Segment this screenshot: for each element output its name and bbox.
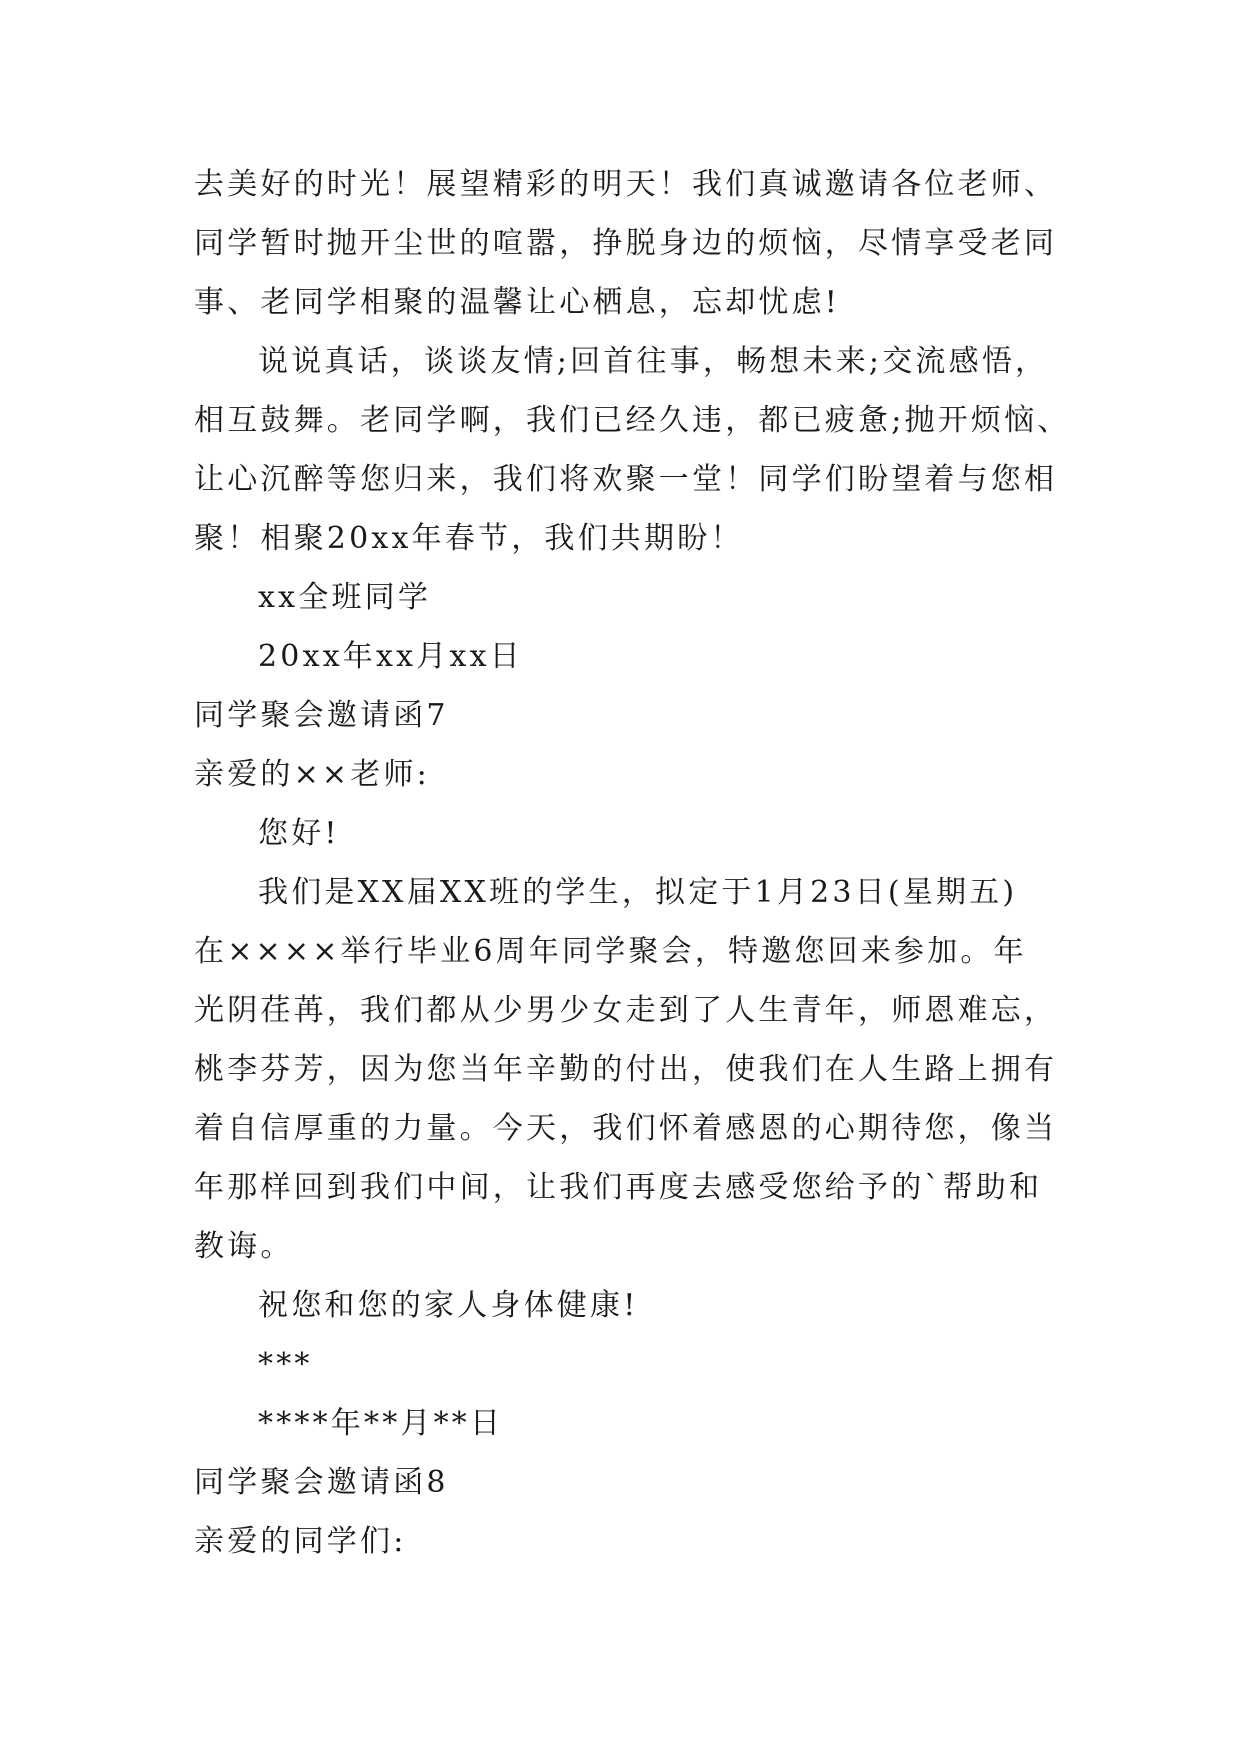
text-line: 光阴荏苒，我们都从少男少女走到了人生青年，师恩难忘， — [194, 993, 1058, 1028]
text-line: 事、老同学相聚的温馨让心栖息，忘却忧虑! — [194, 285, 841, 320]
text-line: 聚！相聚20xx年春节，我们共期盼！ — [194, 521, 744, 556]
text-line: 让心沉醉等您归来，我们将欢聚一堂！同学们盼望着与您相 — [194, 462, 1058, 497]
greeting: 您好! — [258, 816, 340, 851]
section-heading: 同学聚会邀请函7 — [194, 698, 449, 733]
text-line: 去美好的时光！展望精彩的明天！我们真诚邀请各位老师、 — [194, 167, 1058, 202]
text-line: 桃李芬芳，因为您当年辛勤的付出，使我们在人生路上拥有 — [194, 1052, 1058, 1087]
document-page — [194, 155, 1071, 1571]
section-heading: 同学聚会邀请函8 — [194, 1465, 449, 1500]
text-line: 相互鼓舞。老同学啊，我们已经久违，都已疲惫;抛开烦恼、 — [194, 403, 1071, 438]
text-line: 年那样回到我们中间，让我们再度去感受您给予的`帮助和 — [194, 1170, 1043, 1205]
salutation: 亲爱的同学们: — [194, 1524, 407, 1559]
text-line: 在××××举行毕业6周年同学聚会，特邀您回来参加。年 — [194, 934, 1027, 969]
text-line: 同学暂时抛开尘世的喧嚣，挣脱身边的烦恼，尽情享受老同 — [194, 226, 1058, 261]
text-line: 教诲。 — [194, 1229, 294, 1264]
paragraph-start: 我们是XX届XX班的学生，拟定于1月23日(星期五) — [258, 875, 1018, 910]
salutation: 亲爱的××老师: — [194, 757, 430, 792]
paragraph-start: 说说真话，谈谈友情;回首往事，畅想未来;交流感悟， — [258, 344, 1049, 379]
text-line: 着自信厚重的力量。今天，我们怀着感恩的心期待您，像当 — [194, 1111, 1058, 1146]
closing-wish: 祝您和您的家人身体健康! — [258, 1288, 639, 1323]
signature-sender: *** — [258, 1347, 313, 1382]
signature-date: ****年**月**日 — [258, 1406, 504, 1441]
signature-date: 20xx年xx月xx日 — [258, 639, 523, 674]
signature-sender: xx全班同学 — [258, 580, 432, 615]
